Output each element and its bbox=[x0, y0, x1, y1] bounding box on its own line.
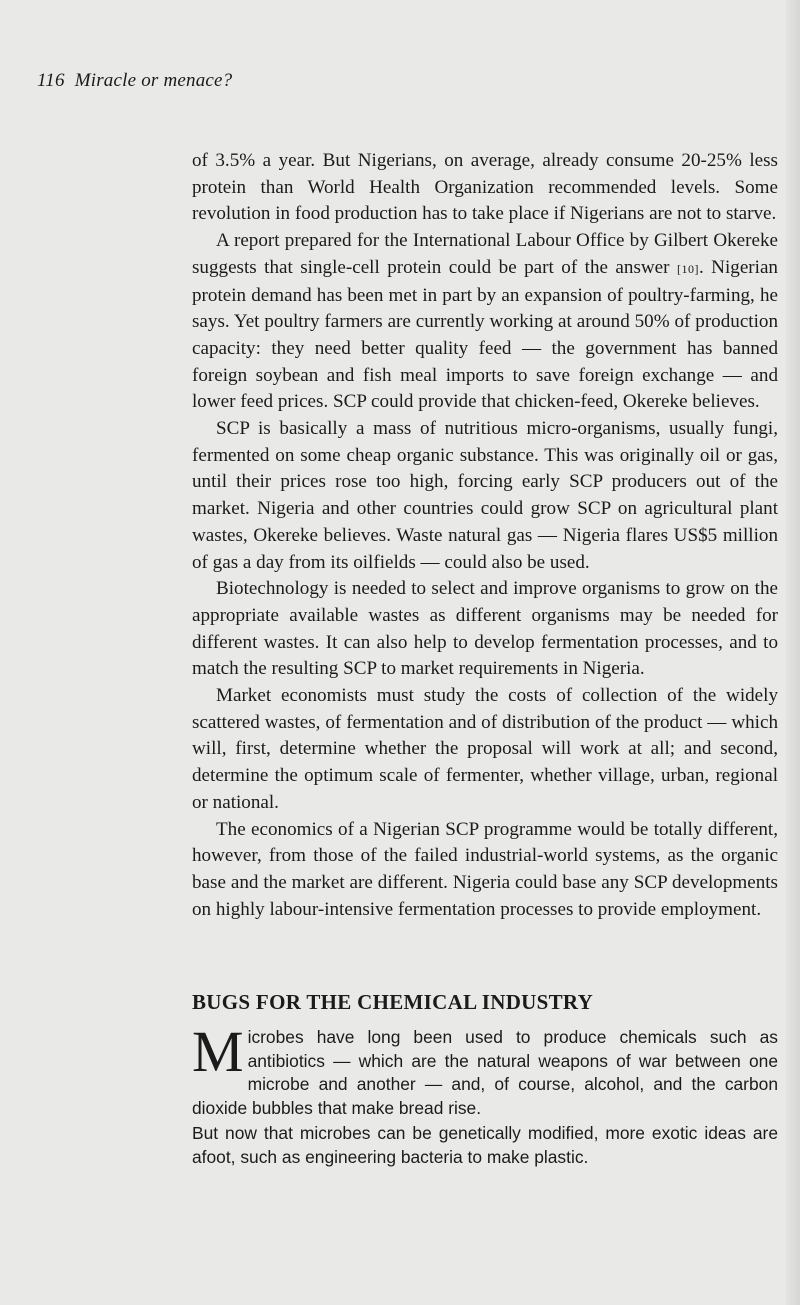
paragraph-continued: of 3.5% a year. But Nigerians, on average, already consume 20-25% less protein than World Health Organization recommended levels. Some revolution in food production has to take place if Nigerians are not to starve. bbox=[192, 150, 778, 225]
page-edge-shadow bbox=[786, 0, 800, 1305]
section-paragraph-first bbox=[192, 1019, 778, 1120]
page-number: 116 bbox=[37, 70, 65, 91]
section-body bbox=[192, 1019, 778, 1170]
drop-cap: M bbox=[192, 1019, 244, 1085]
paragraph-text: . Nigerian protein demand has been met in part by an expansion of poultry-farming, he says. Yet poultry farmers are currently working at around 50% of production capacity: they need better quality feed — the government has banned foreign soybean and fish meal imports to save foreign exchange — and lower feed prices. SCP could provide that chicken-feed, Okereke believes. bbox=[192, 256, 778, 413]
section-paragraph-second: But now that microbes can be genetically modified, more exotic ideas are afoot, such as engineering bacteria to make plastic. bbox=[192, 1123, 778, 1168]
paragraph-text: A report prepared for the International Labour Office by Gilbert Okereke suggests that single-cell protein could be part of the answer bbox=[192, 230, 778, 278]
paragraph-economics: The economics of a Nigerian SCP programme would be totally different, however, from those of the failed industrial-world systems, as the organic base and the market are different. Nigeria could base any SCP developments on highly labour-intensive fermentation processes to provide employment. bbox=[192, 818, 778, 920]
paragraph-ilo-report bbox=[192, 228, 778, 416]
paragraph-biotechnology: Biotechnology is needed to select and improve organisms to grow on the appropriate available wastes as different organisms may be needed for different wastes. It can also help to develop fermentation processes, and to match the resulting SCP to market requirements in Nigeria. bbox=[192, 578, 778, 680]
section-heading: BUGS FOR THE CHEMICAL INDUSTRY bbox=[192, 990, 594, 1015]
paragraph-market-economists: Market economists must study the costs of collection of the widely scattered wastes, of fermentation and of distribution of the product — which will, first, determine whether the proposal will work at all; and second, determine the optimum scale of fermenter, whether village, urban, regional or national. bbox=[192, 685, 778, 813]
running-title: Miracle or menace? bbox=[74, 70, 233, 91]
running-head bbox=[37, 70, 232, 92]
reference-marker: [10] bbox=[676, 261, 699, 276]
section-paragraph-text: icrobes have long been used to produce chemicals such as antibiotics — which are the natural weapons of war between one microbe and another — and, of course, alcohol, and the carbon dioxide bubbles that make bread rise. bbox=[192, 1027, 778, 1118]
page-content bbox=[192, 148, 778, 1170]
paragraph-scp-definition: SCP is basically a mass of nutritious micro-organisms, usually fungi, fermented on some cheap organic substance. This was originally oil or gas, until their prices rose too high, forcing early SCP producers out of the market. Nigeria and other countries could grow SCP on agricultural plant wastes, Okereke believes. Waste natural gas — Nigeria flares US$5 million of gas a day from its oilfields — could also be used. bbox=[192, 418, 778, 573]
